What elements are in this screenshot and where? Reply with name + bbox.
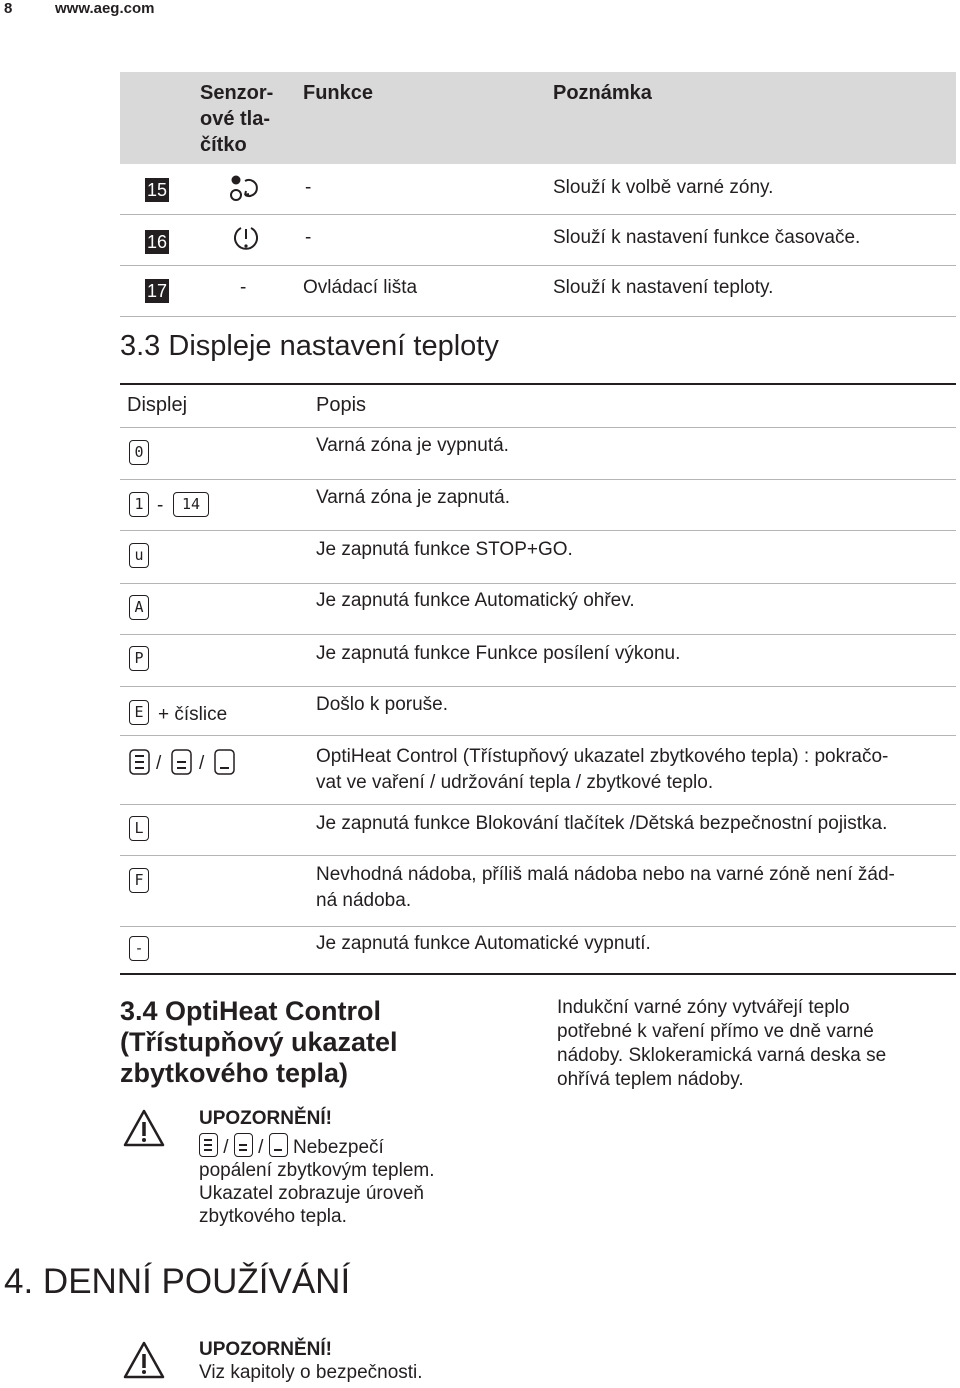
display-symbol: A: [129, 595, 149, 620]
note-value: Slouží k volbě varné zóny.: [553, 177, 774, 198]
function-value: -: [305, 177, 312, 198]
section-heading-3-3: 3.3 Displeje nastavení teploty: [120, 330, 499, 362]
separator: /: [156, 753, 162, 774]
col-note: Poznámka: [553, 82, 652, 104]
function-value: -: [305, 227, 312, 248]
residual-heat-high-icon: [129, 749, 150, 780]
table-row: [120, 480, 956, 531]
description: Je zapnutá funkce Automatický ohřev.: [316, 590, 635, 611]
description: Je zapnutá funkce Automatické vypnutí.: [316, 933, 651, 954]
table-row: [120, 856, 956, 927]
display-symbol: 0: [129, 440, 149, 465]
item-number: 16: [146, 232, 168, 252]
warning-title: UPOZORNĚNÍ!: [199, 1108, 332, 1129]
warning-block: UPOZORNĚNÍ! / / Nebezpečí popálení zbytkovým teplem. Ukazatel zobrazuje úroveň zbytkového tepla.: [199, 1107, 499, 1228]
table-row: [120, 736, 956, 805]
display-symbol: -: [129, 936, 149, 961]
table-bottom-rule: [120, 973, 956, 975]
residual-heat-low-icon: [269, 1133, 288, 1157]
zone-select-icon: [228, 174, 262, 209]
description: Je zapnutá funkce Funkce posílení výkonu.: [316, 643, 681, 664]
display-symbol: F: [129, 868, 149, 893]
section-heading-3-4: 3.4 OptiHeat Control (Třístupňový ukazatel zbytkového tepla): [120, 996, 398, 1088]
description: Nevhodná nádoba, příliš malá nádoba nebo na varné zóně není žád- ná nádoba.: [316, 864, 895, 911]
table-row: [120, 927, 956, 973]
description: Došlo k poruše.: [316, 694, 449, 715]
display-symbol: E: [129, 700, 149, 725]
description: Varná zóna je vypnutá.: [316, 435, 509, 456]
col-sensor: Senzor- ové tla- čítko: [200, 82, 274, 156]
note-value: Slouží k nastavení funkce časovače.: [553, 227, 861, 248]
warning-text: Viz kapitoly o bezpečnosti.: [199, 1362, 423, 1383]
induction-paragraph: Indukční varné zóny vytvářejí teplo potřebné k vaření přímo ve dně varné nádoby. Sklokeramická varná deska se ohřívá teplem nádoby.: [557, 997, 887, 1090]
col-function: Funkce: [303, 82, 374, 104]
residual-heat-medium-icon: [234, 1133, 253, 1157]
website-url[interactable]: www.aeg.com: [55, 0, 155, 17]
warning-icon: [122, 1108, 166, 1148]
item-number: 15: [146, 180, 168, 200]
display-symbol: u: [129, 543, 149, 568]
description: OptiHeat Control (Třístupňový ukazatel zbytkového tepla) : pokračo- vat ve vaření / udržování tepla / zbytkové teplo.: [316, 746, 889, 793]
table-row: [120, 428, 956, 480]
description: Je zapnutá funkce Blokování tlačítek /Dětská bezpečnostní pojistka.: [316, 813, 888, 834]
table-row: [120, 531, 956, 584]
table-row: [120, 215, 956, 266]
separator: /: [199, 753, 205, 774]
timer-icon: [231, 224, 261, 259]
table-row: [120, 635, 956, 687]
table-row: [120, 805, 956, 856]
display-symbol: P: [129, 646, 149, 671]
item-number: 17: [146, 281, 168, 301]
separator: /: [258, 1137, 264, 1158]
chapter-heading-4: 4. DENNÍ POUŽÍVÁNÍ: [4, 1262, 351, 1301]
sensor-value: -: [240, 277, 247, 298]
warning-icon: [122, 1340, 166, 1380]
separator: /: [223, 1137, 229, 1158]
display-symbol: 1: [129, 492, 149, 517]
warning-title: UPOZORNĚNÍ!: [199, 1339, 332, 1360]
residual-heat-medium-icon: [171, 749, 192, 780]
note-value: Slouží k nastavení teploty.: [553, 277, 774, 298]
table-row: [120, 584, 956, 635]
table-row: [120, 687, 956, 736]
col-display: Displej: [127, 394, 188, 416]
display-symbol: L: [129, 816, 149, 841]
page-number: 8: [4, 0, 13, 17]
description: Varná zóna je zapnutá.: [316, 487, 511, 508]
warning-block: [199, 1338, 423, 1384]
table-row: [120, 164, 956, 215]
table-row: [120, 266, 956, 317]
function-value: Ovládací lišta: [303, 277, 418, 298]
sensor-table-header: [120, 72, 956, 164]
display-symbol: 14: [173, 492, 209, 517]
display-suffix: + číslice: [158, 704, 228, 725]
description: Je zapnutá funkce STOP+GO.: [316, 539, 573, 560]
warning-text: Nebezpečí: [292, 1137, 384, 1158]
display-table-header: [120, 385, 956, 428]
range-separator: -: [157, 495, 164, 516]
residual-heat-low-icon: [214, 749, 235, 780]
residual-heat-high-icon: [199, 1133, 218, 1157]
col-description: Popis: [316, 394, 367, 416]
